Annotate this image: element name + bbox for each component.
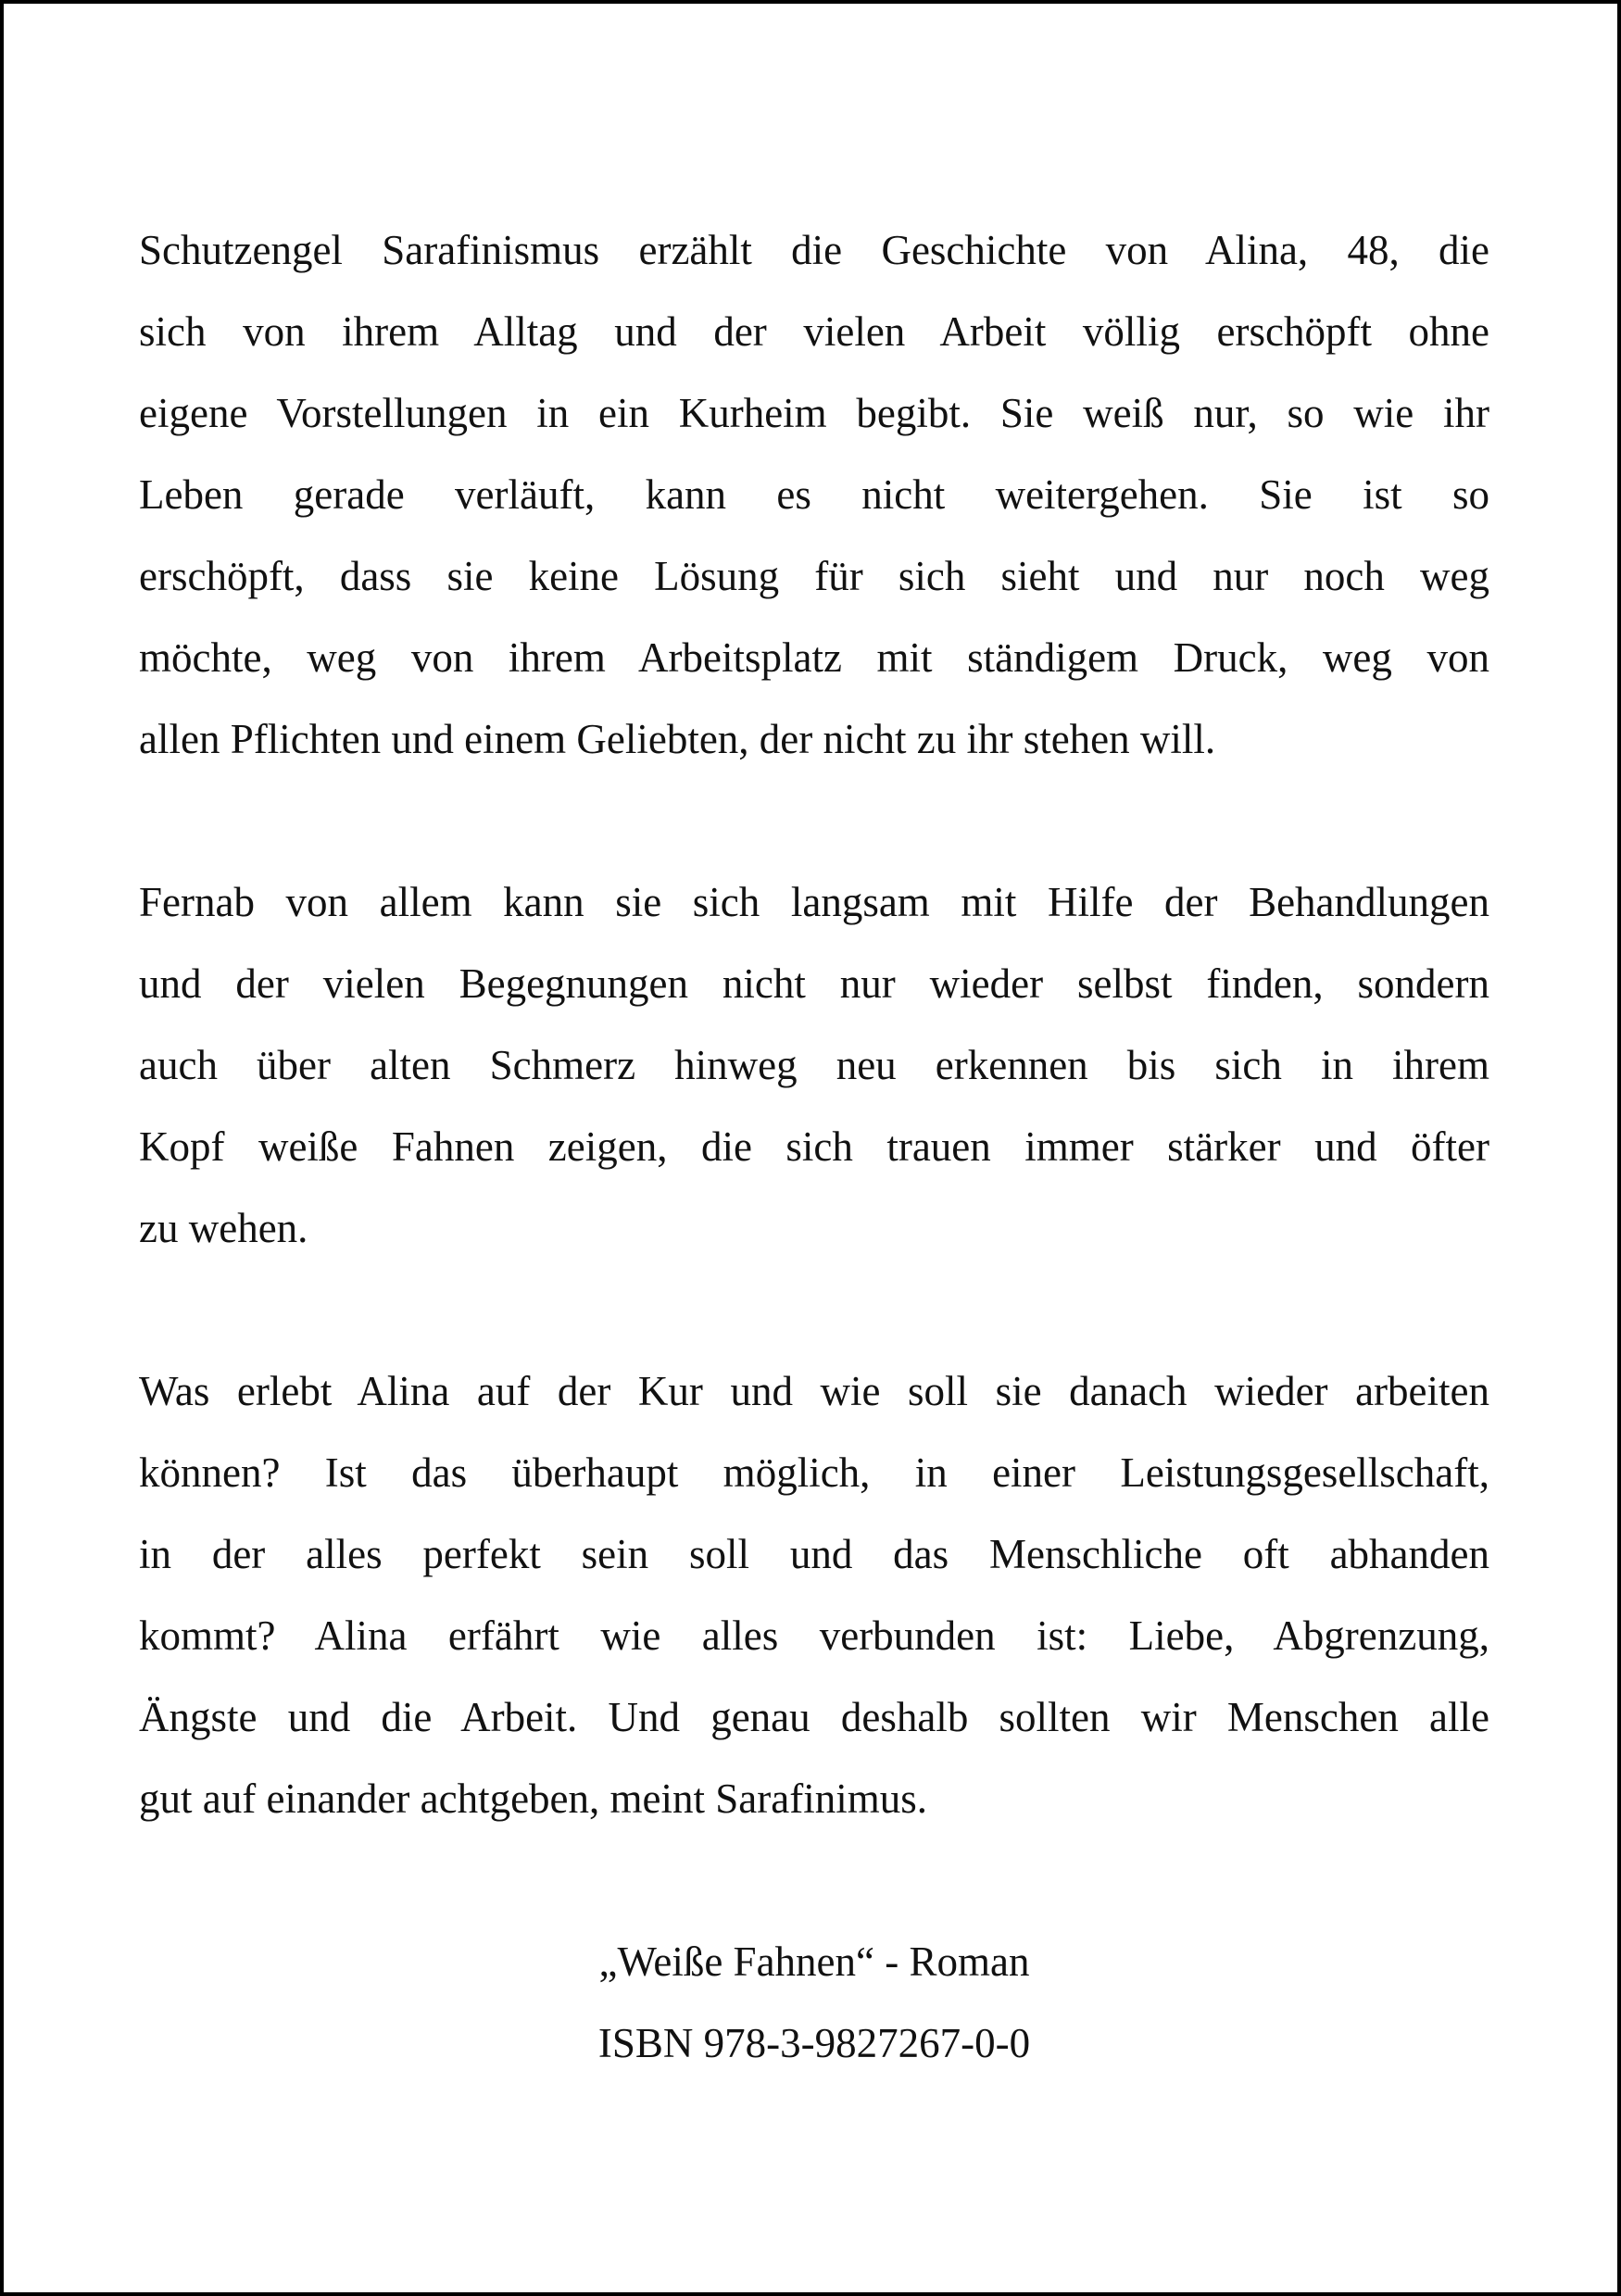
text-line: in der alles perfekt sein soll und das Menschliche oft abhanden [139,1531,1489,1577]
book-isbn: ISBN 978-3-9827267-0-0 [597,2020,1031,2066]
text-line: sich von ihrem Alltag und der vielen Arbeit völlig erschöpft ohne [139,308,1489,355]
text-line: können? Ist das überhaupt möglich, in einer Leistungsgesellschaft, [139,1449,1489,1496]
paragraph-1 [139,209,1489,780]
text-line: Kopf weiße Fahnen zeigen, die sich trauen immer stärker und öfter [139,1123,1489,1170]
text-line: Leben gerade verläuft, kann es nicht weitergehen. Sie ist so [139,471,1489,518]
paragraph-3 [139,1350,1489,1839]
text-line: auch über alten Schmerz hinweg neu erkennen bis sich in ihrem [139,1042,1489,1088]
text-line: allen Pflichten und einem Geliebten, der nicht zu ihr stehen will. [139,716,1216,762]
text-line: Fernab von allem kann sie sich langsam mit Hilfe der Behandlungen [139,879,1489,925]
text-line: Was erlebt Alina auf der Kur und wie soll sie danach wieder arbeiten [139,1368,1489,1414]
text-line: Schutzengel Sarafinismus erzählt die Geschichte von Alina, 48, die [139,227,1489,273]
book-footer [139,1921,1489,2084]
book-title: „Weiße Fahnen“ - Roman [598,1938,1030,1985]
text-line: gut auf einander achtgeben, meint Sarafinimus. [139,1775,927,1822]
text-line: zu wehen. [139,1205,308,1251]
paragraph-2 [139,861,1489,1269]
document-body [139,209,1489,2084]
text-line: kommt? Alina erfährt wie alles verbunden ist: Liebe, Abgrenzung, [139,1612,1489,1659]
text-line: eigene Vorstellungen in ein Kurheim begibt. Sie weiß nur, so wie ihr [139,390,1489,436]
text-line: und der vielen Begegnungen nicht nur wieder selbst finden, sondern [139,960,1489,1007]
text-line: möchte, weg von ihrem Arbeitsplatz mit ständigem Druck, weg von [139,634,1489,681]
text-line: Ängste und die Arbeit. Und genau deshalb sollten wir Menschen alle [139,1694,1489,1740]
text-line: erschöpft, dass sie keine Lösung für sich sieht und nur noch weg [139,553,1489,599]
